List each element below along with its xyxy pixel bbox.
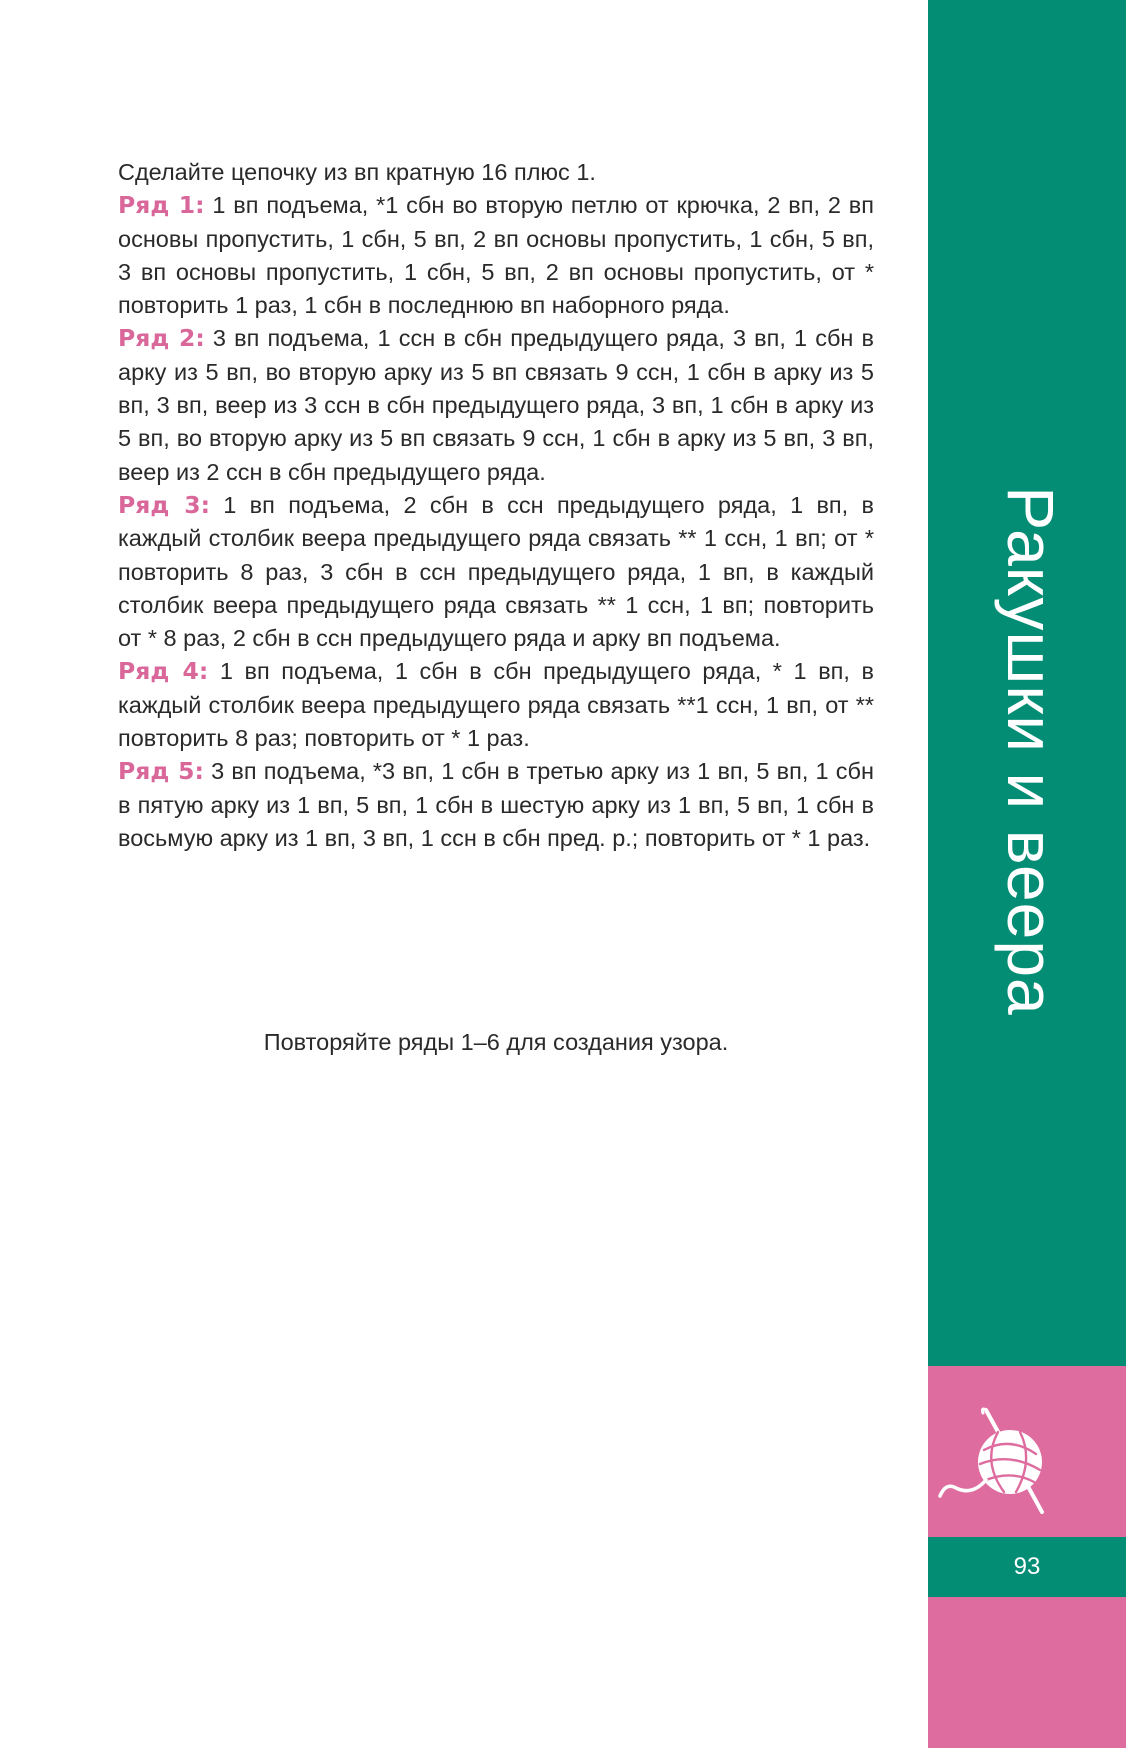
instructions-text [118, 156, 874, 855]
row-3-text: 1 вп подъема, 2 сбн в ссн предыдущего ряда, 1 вп, в каждый столбик веера предыдущего ряда связать ** 1 ссн, 1 вп; от * повторить 8 раз, 3 сбн в ссн предыдущего ряда, 1 вп, в каждый столбик веера предыдущего ряда связать ** 1 ссн, 1 вп; повторить от * 8 раз, 2 сбн в ссн предыдущего ряда и арку вп подъема. [118, 491, 874, 652]
row-2-text: 3 вп подъема, 1 ссн в сбн предыдущего ряда, 3 вп, 1 сбн в арку из 5 вп, во вторую арку из 5 вп связать 9 ссн, 1 сбн в арку из 5 вп, 3 вп, веер из 3 ссн в сбн предыдущего ряда, 3 вп, 1 сбн в арку из 5 вп, во вторую арку из 5 вп связать 9 ссн, 1 сбн в арку из 5 вп, 3 вп, веер из 2 ссн в сбн предыдущего ряда. [118, 325, 874, 485]
row-1-text: 1 вп подъема, *1 сбн во вторую петлю от крючка, 2 вп, 2 вп основы пропустить, 1 сбн, 5 вп, 2 вп основы пропустить, 1 сбн, 5 вп, 3 вп основы пропустить, 1 сбн, 5 вп, 2 вп основы пропустить, от * повторить 1 раз, 1 сбн в последнюю вп наборного ряда. [118, 192, 874, 319]
row-5-label: Ряд 5: [118, 757, 204, 786]
row-3-label: Ряд 3: [118, 490, 210, 519]
yarn-ball-with-hook-icon [934, 1400, 1066, 1516]
row-2-label: Ряд 2: [118, 324, 205, 353]
page-number-band [928, 1537, 1126, 1597]
intro-line: Сделайте цепочку из вп кратную 16 плюс 1. [118, 159, 596, 185]
row-1 [118, 189, 874, 322]
row-5 [118, 755, 874, 855]
row-3 [118, 489, 874, 655]
repeat-note: Повторяйте ряды 1–6 для создания узора. [263, 1029, 729, 1055]
row-5-text: 3 вп подъема, *3 вп, 1 сбн в третью арку из 1 вп, 5 вп, 1 сбн в пятую арку из 1 вп, 5 вп, 1 сбн в шестую арку из 1 вп, 5 вп, 1 сбн в восьмую арку из 1 вп, 3 вп, 1 ссн в сбн пред. р.; повторить от * 1 раз. [118, 758, 874, 851]
sidebar-title-container [928, 0, 1126, 1366]
row-2 [118, 322, 874, 488]
row-1-label: Ряд 1: [118, 191, 205, 220]
sidebar-title: Ракушки и веера [994, 486, 1068, 1016]
sidebar-pink-band-bottom [928, 1597, 1126, 1748]
row-4 [118, 655, 874, 755]
row-4-text: 1 вп подъема, 1 сбн в сбн предыдущего ряда, * 1 вп, в каждый столбик веера предыдущего ряда связать **1 ссн, 1 вп, от ** повторить 8 раз; повторить от * 1 раз. [118, 658, 874, 752]
page-number: 93 [1013, 1553, 1041, 1580]
row-4-label: Ряд 4: [118, 657, 209, 686]
